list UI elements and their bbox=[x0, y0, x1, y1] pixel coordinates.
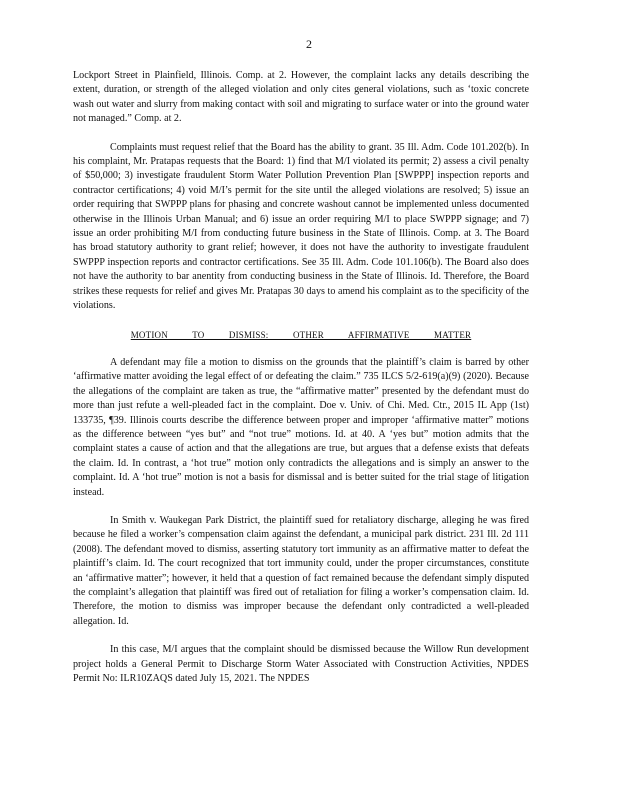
paragraph-this-case: In this case, M/I argues that the complaint should be dismissed because the Willow Run development project holds a General Permit to Discharge Storm Water Associated with Construction Activities, NPDES Permit No: ILR10ZAQS dated July 15, 2021. The NPDES bbox=[73, 644, 529, 685]
paragraph-requested-relief: Complaints must request relief that the Board has the ability to grant. 35 Ill. Adm. Code 101.202(b). In his complaint, Mr. Pratapas requests that the Board: 1) find that M/I violated its permit; 2) assess a civil penalty of $50,000; 3) investigate fraudulent Storm Water Pollution Prevention Plan [SWPPP] inspection reports and contractor certifications; 4) void M/I’s permit for the site until the alleged violations are resolved; 5) issue an order requiring that SWPPP plans for phasing and concrete washout cannot be implemented unless documented otherwise in the Illinois Urban Manual; and 6) issue an order requiring M/I to place SWPPP signage; and 7) issue an order prohibiting M/I from conducting future business in the State of Illinois. Comp. at 3. The Board has broad statutory authority to grant relief; however, it does not have the authority to investigate fraudulent SWPPP inspection reports and contractor certifications. See 35 Ill. Adm. Code 101.106(b). The Board also does not have the authority to bar anentity from conducting business in the State of Illinois. Id. Therefore, the Board strikes these requests for relief and gives Mr. Pratapas 30 days to amend his complaint as to the specificity of the violations. bbox=[73, 141, 529, 312]
paragraph-complaint-details: Lockport Street in Plainfield, Illinois. Comp. at 2. However, the complaint lacks any details describing the extent, duration, or strength of the alleged violation and only cites general violations, such as ‘toxic concrete wash out water and slurry from making contact with soil and migrating to surface water or into the ground water not managed.” Comp. at 2. bbox=[73, 70, 529, 125]
paragraph-smith-case: In Smith v. Waukegan Park District, the plaintiff sued for retaliatory discharge, alleging he was fired because he filed a worker’s compensation claim against the defendant, a municipal park district. 231 Ill. 2d 111 (2008). The defendant moved to dismiss, asserting statutory tort immunity as an affirmative matter to defeat the plaintiff’s claim. Id. The court recognized that tort immunity could, under the proper circumstances, constitute an ‘affirmative matter”; however, it held that a question of fact remained because the defendant simply disputed the complaint’s allegation that plaintiff was fired out of retaliation for filing a worker’s compensation claim. Id. Therefore, the motion to dismiss was improper because the defendant only contradicted a well-pleaded allegation. Id. bbox=[73, 514, 529, 627]
document-body bbox=[73, 69, 529, 686]
page-number: 2 bbox=[306, 37, 312, 51]
paragraph-affirmative-matter: A defendant may file a motion to dismiss on the grounds that the plaintiff’s claim is barred by other ‘affirmative matter avoiding the legal effect of or defeating the claim.” 735 ILCS 5/2-619(a)(9) (2020). Because the allegations of the complaint are taken as true, the “affirmative matter” presented by the defendant must do more than just refute a well-pleaded fact in the complaint. Doe v. Univ. of Chi. Med. Ctr., 2015 IL App (1st) 133735, ¶39. Illinois courts describe the difference between proper and improper ‘affirmative matter” motions as the difference between “yes but” and “not true” motions. Id. at 40. A ‘yes but” motion admits that the complaint states a cause of action and that the allegations are true, but argues that a defense exists that defeats the claim. Id. In contrast, a ‘hot true” motion only contradicts the allegations and is simply an answer to the complaint. Id. A ‘hot true” motion is not a basis for dismissal and is better suited for the trial stage of litigation instead. bbox=[73, 356, 529, 498]
section-heading: MOTION TO DISMISS: OTHER AFFIRMATIVE MATTER bbox=[130, 329, 472, 340]
